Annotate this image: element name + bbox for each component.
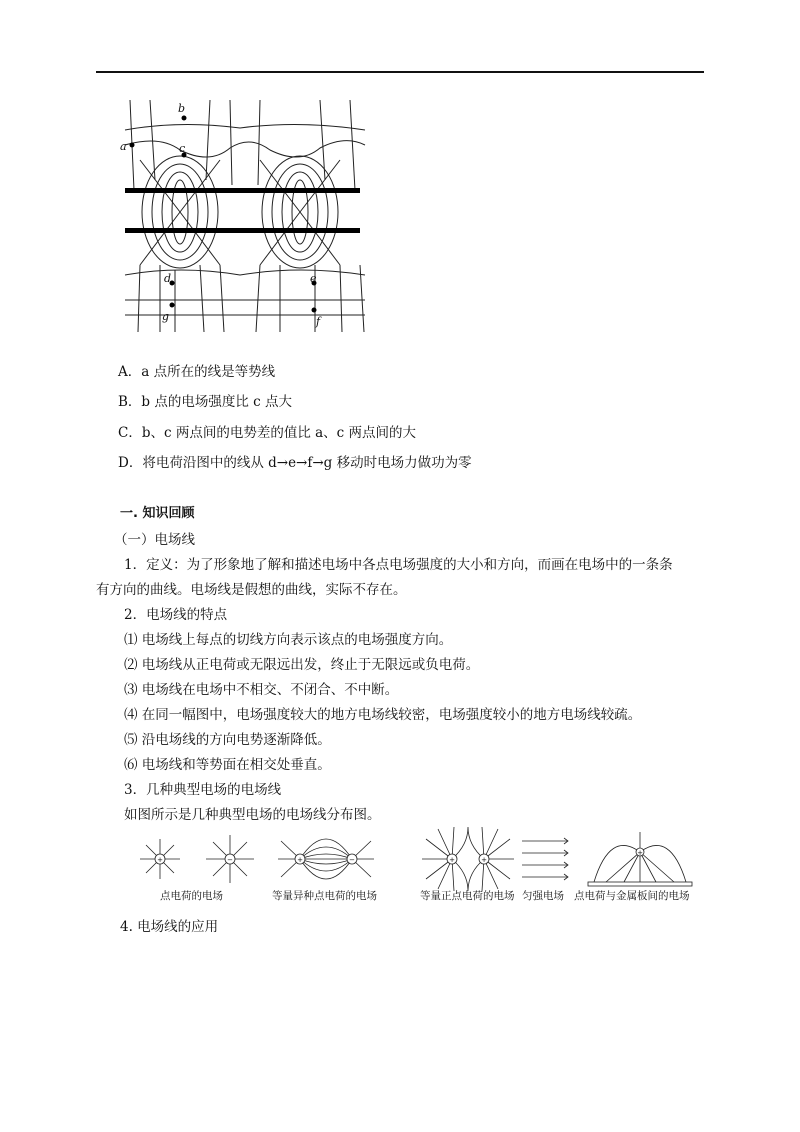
- option-b: B．b 点的电场强度比 c 点大: [118, 394, 292, 410]
- caption-point-charge: 点电荷的电场: [160, 890, 223, 902]
- feature-item: ⑵ 电场线从正电荷或无限远出发，终止于无限远或负电荷。: [124, 657, 480, 673]
- point-label-f: f: [316, 315, 321, 328]
- field-line-figure: [120, 100, 370, 332]
- charge-sign: +: [449, 856, 455, 864]
- section-title: 一. 知识回顾: [120, 506, 195, 521]
- option-a: A．a 点所在的线是等势线: [118, 364, 276, 380]
- charge-sign: +: [157, 856, 163, 864]
- charge-sign: +: [481, 856, 487, 864]
- feature-item: ⑶ 电场线在电场中不相交、不闭合、不中断。: [124, 682, 399, 698]
- option-c: C．b、c 两点间的电势差的值比 a、c 两点间的大: [118, 425, 417, 441]
- option-d: D．将电荷沿图中的线从 d→e→f→g 移动时电场力做功为零: [118, 455, 472, 471]
- point-label-c: c: [179, 142, 186, 155]
- charge-sign: −: [227, 856, 233, 864]
- feature-item: ⑹ 电场线和等势面在相交处垂直。: [124, 757, 331, 773]
- typical-fields-intro: 如图所示是几种典型电场的电场线分布图。: [124, 807, 381, 823]
- point-label-a: a: [120, 140, 127, 153]
- charge-sign: +: [297, 856, 303, 864]
- point-label-b: b: [178, 102, 186, 115]
- point-label-d: d: [164, 272, 172, 285]
- charge-sign: +: [637, 849, 643, 857]
- feature-item: ⑴ 电场线上每点的切线方向表示该点的电场强度方向。: [124, 632, 453, 648]
- subsection-title: （一）电场线: [114, 532, 195, 548]
- point-label-e: e: [310, 272, 317, 285]
- caption-like-charges: 等量正点电荷的电场: [420, 890, 515, 902]
- features-title: 2．电场线的特点: [124, 607, 228, 623]
- feature-item: ⑷ 在同一幅图中，电场强度较大的地方电场线较密，电场强度较小的地方电场线较疏。: [124, 707, 642, 723]
- point-label-g: g: [162, 310, 170, 323]
- caption-charge-plate: 点电荷与金属板间的电场: [574, 890, 690, 902]
- caption-uniform-field: 匀强电场: [522, 890, 564, 902]
- application-title: 4. 电场线的应用: [120, 919, 219, 935]
- header-rule: [96, 71, 704, 73]
- caption-opposite-charges: 等量异种点电荷的电场: [272, 890, 377, 902]
- definition-line-2: 有方向的曲线。电场线是假想的曲线，实际不存在。: [96, 582, 407, 598]
- typical-fields-title: 3．几种典型电场的电场线: [124, 782, 282, 798]
- definition-line-1: 1．定义：为了形象地了解和描述电场中各点电场强度的大小和方向，而画在电场中的一条条: [124, 557, 673, 573]
- charge-sign: −: [349, 856, 355, 864]
- feature-item: ⑸ 沿电场线的方向电势逐渐降低。: [124, 732, 331, 748]
